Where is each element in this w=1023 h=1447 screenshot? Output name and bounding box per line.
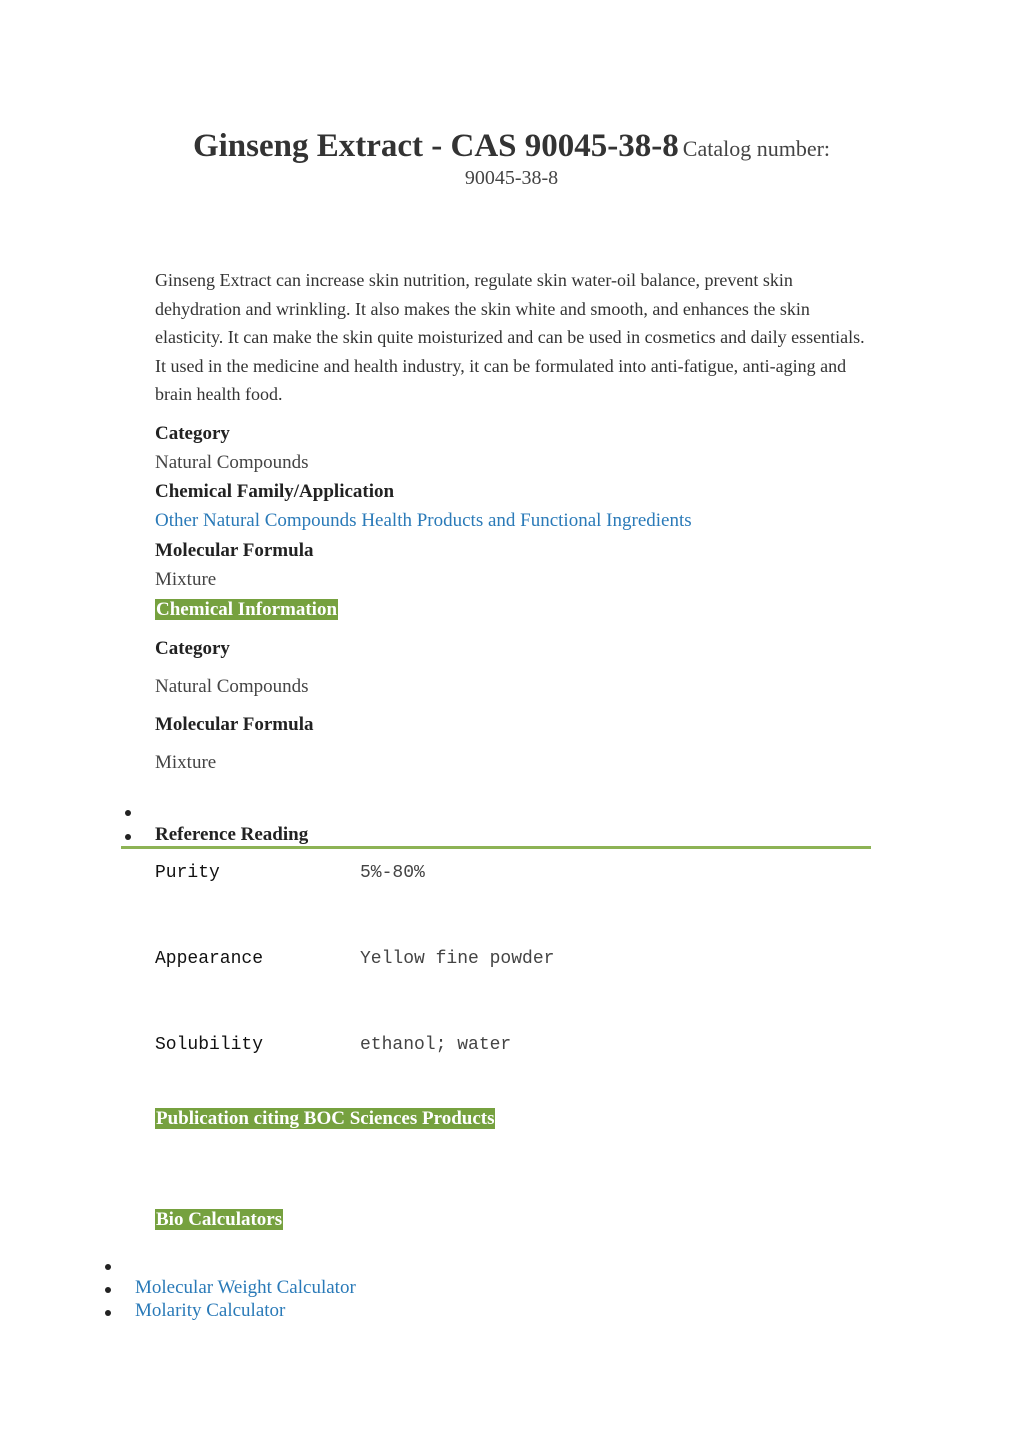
molecular-weight-calculator-link[interactable]: Molecular Weight Calculator [135, 1277, 356, 1298]
family-link-health-products[interactable]: Health Products and Functional Ingredients [361, 510, 692, 531]
calc-bullet-2 [105, 1310, 111, 1316]
summary-formula-value: Mixture [155, 569, 217, 590]
chem-category-value: Natural Compounds [155, 676, 309, 697]
publication-heading-wrap [155, 1108, 495, 1130]
solubility-label: Solubility [155, 1035, 264, 1055]
page-title: Ginseng Extract - CAS 90045-38-8 [192, 128, 679, 164]
empty-list-bullet [125, 810, 131, 816]
chem-formula-label: Molecular Formula [155, 714, 314, 735]
reference-list-bullet [125, 834, 131, 840]
empty-calc-bullet [105, 1264, 111, 1270]
chemical-info-heading-wrap [155, 599, 338, 621]
bio-calculators-heading: Bio Calculators [156, 1209, 283, 1230]
chemical-info-heading: Chemical Information [156, 599, 338, 620]
product-description: Ginseng Extract can increase skin nutrition, regulate skin water-oil balance, prevent skin dehydration and wrinkling. It also makes the skin white and smooth, and enhances the skin elasticity. It can make the skin quite moisturized and can be used in cosmetics and daily essentials. It used in the medicine and health industry, it can be formulated into anti-fatigue, anti-aging and brain health food. [155, 270, 865, 404]
reference-divider [121, 846, 871, 849]
catalog-label: Catalog number: [682, 136, 831, 161]
chem-category-label: Category [155, 638, 230, 659]
appearance-label: Appearance [155, 949, 264, 969]
calc-bullet-1 [105, 1287, 111, 1293]
reference-reading-heading[interactable]: Reference Reading [155, 824, 309, 845]
chem-formula-value: Mixture [155, 752, 217, 773]
title-line [0, 126, 1023, 166]
summary-category-value: Natural Compounds [155, 452, 309, 473]
purity-value: 5%-80% [360, 863, 425, 883]
publication-heading: Publication citing BOC Sciences Products [156, 1108, 495, 1129]
page-title-block [0, 126, 1023, 190]
appearance-value: Yellow fine powder [360, 949, 555, 969]
solubility-value: ethanol; water [360, 1035, 512, 1055]
family-links [155, 510, 692, 532]
summary-formula-label: Molecular Formula [155, 540, 314, 561]
family-link-other-natural-compounds[interactable]: Other Natural Compounds [155, 510, 357, 531]
bio-calculators-heading-wrap [155, 1209, 283, 1231]
summary-category-label: Category [155, 423, 230, 444]
molarity-calculator-link[interactable]: Molarity Calculator [135, 1300, 286, 1321]
summary-family-label: Chemical Family/Application [155, 481, 395, 502]
catalog-number: 90045-38-8 [464, 167, 559, 189]
purity-label: Purity [155, 863, 220, 883]
